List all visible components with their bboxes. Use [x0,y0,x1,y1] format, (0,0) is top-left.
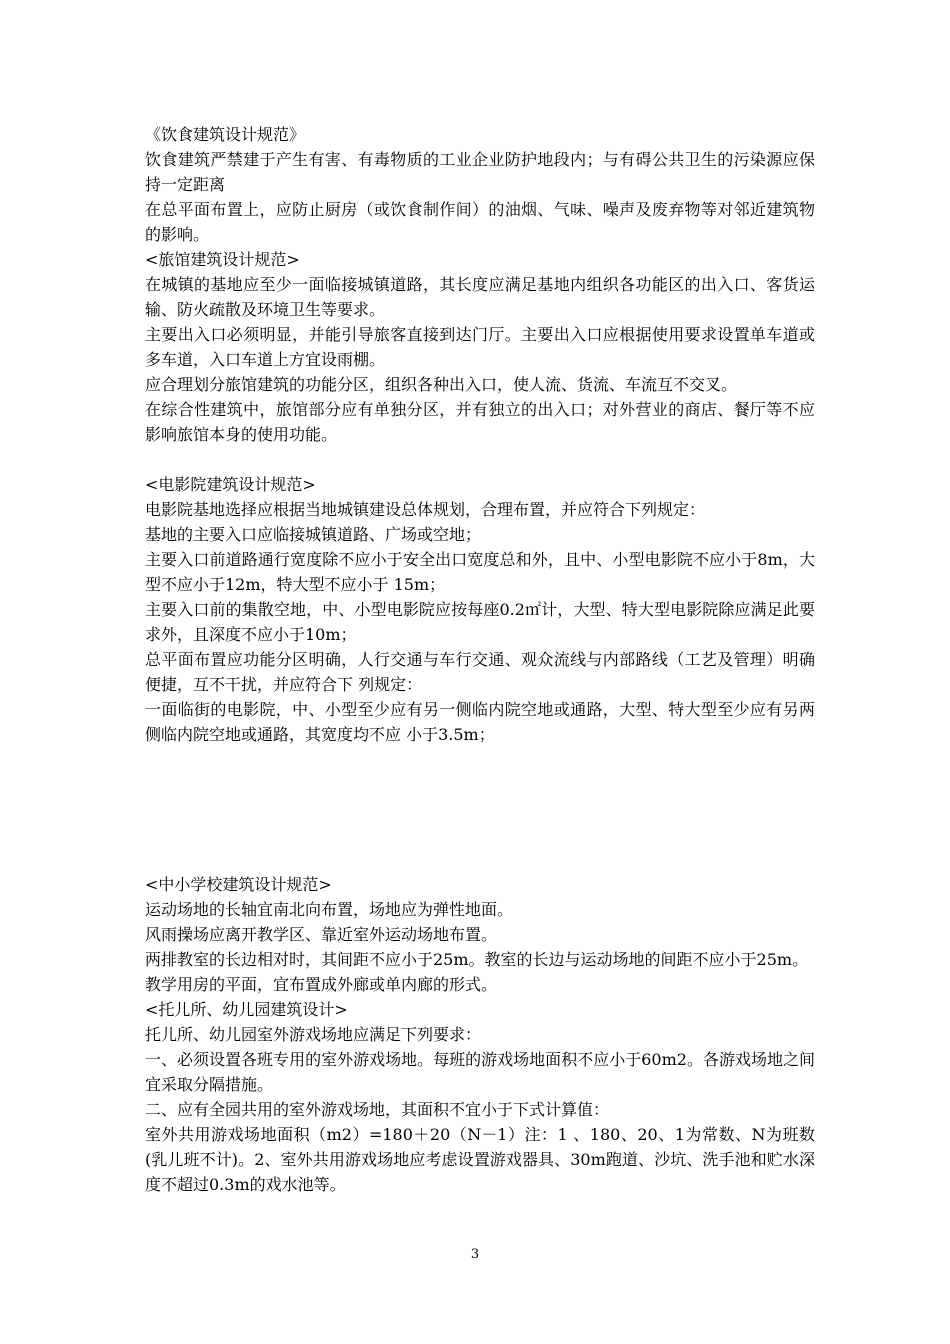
paragraph: 两排教室的长边相对时，其间距不应小于25m。教室的长边与运动场地的间距不应小于25m。 [145,950,809,969]
paragraph: 在总平面布置上，应防止厨房（或饮食制作间）的油烟、气味、噪声及废弃物等对邻近建筑物的影响。 [145,200,815,244]
paragraph: 在综合性建筑中，旅馆部分应有单独分区，并有独立的出入口；对外营业的商店、餐厅等不应影响旅馆本身的使用功能。 [145,400,815,444]
section-hotel-buildings [145,247,815,447]
paragraph: 二、应有全园共用的室外游戏场地，其面积不宜小于下式计算值： [145,1100,610,1119]
section-heading: <中小学校建筑设计规范> [145,875,332,894]
paragraph: 电影院基地选择应根据当地城镇建设总体规划，合理布置，并应符合下列规定： [145,500,706,519]
paragraph: 应合理划分旅馆建筑的功能分区，组织各种出入口，使人流、货流、车流互不交叉。 [145,375,738,394]
paragraph: 托儿所、幼儿园室外游戏场地应满足下列要求： [145,1025,482,1044]
paragraph: 在城镇的基地应至少一面临接城镇道路，其长度应满足基地内组织各功能区的出入口、客货运输、防火疏散及环境卫生等要求。 [145,275,815,319]
section-school-buildings [145,872,815,1197]
paragraph: 一、必须设置各班专用的室外游戏场地。每班的游戏场地面积不应小于60m2。各游戏场地之间宜采取分隔措施。 [145,1050,815,1094]
paragraph: 基地的主要入口应临接城镇道路、广场或空地； [145,525,482,544]
paragraph: 运动场地的长轴宜南北向布置，场地应为弹性地面。 [145,900,514,919]
paragraph: 教学用房的平面，宜布置成外廊或单内廊的形式。 [145,975,498,994]
paragraph: 风雨操场应离开教学区、靠近室外运动场地布置。 [145,925,498,944]
paragraph: 主要入口前的集散空地，中、小型电影院应按每座0.2㎡计，大型、特大型电影院除应满足此要求外，且深度不应小于10m； [145,600,815,644]
paragraph: 一面临街的电影院，中、小型至少应有另一侧临内院空地或通路，大型、特大型至少应有另两侧临内院空地或通路，其宽度均不应 小于3.5m； [145,700,815,744]
section-heading: <电影院建筑设计规范> [145,475,316,494]
paragraph: 室外共用游戏场地面积（m2）=180＋20（N－1）注：1 、180、20、1为常数、N为班数(乳儿班不计)。2、室外共用游戏场地应考虑设置游戏器具、30m跑道、沙坑、洗手池和贮水深度不超过0.3m的戏水池等。 [145,1125,815,1194]
section-heading: 《饮食建筑设计规范》 [145,125,306,144]
paragraph: 主要入口前道路通行宽度除不应小于安全出口宽度总和外，且中、小型电影院不应小于8m，大型不应小于12m，特大型不应小于 15m； [145,550,815,594]
section-heading: <旅馆建筑设计规范> [145,250,300,269]
section-heading: <托儿所、幼儿园建筑设计> [145,1000,348,1019]
section-cinema-buildings [145,472,815,747]
paragraph: 总平面布置应功能分区明确，人行交通与车行交通、观众流线与内部路线（工艺及管理）明确便捷，互不干扰，并应符合下 列规定： [145,650,815,694]
page-number: 3 [470,1247,480,1262]
paragraph: 主要出入口必须明显，并能引导旅客直接到达门厅。主要出入口应根据使用要求设置单车道或多车道，入口车道上方宜设雨棚。 [145,325,815,369]
section-catering-buildings [145,122,815,247]
document-body [145,122,815,1197]
paragraph: 饮食建筑严禁建于产生有害、有毒物质的工业企业防护地段内；与有碍公共卫生的污染源应保持一定距离 [145,150,815,194]
